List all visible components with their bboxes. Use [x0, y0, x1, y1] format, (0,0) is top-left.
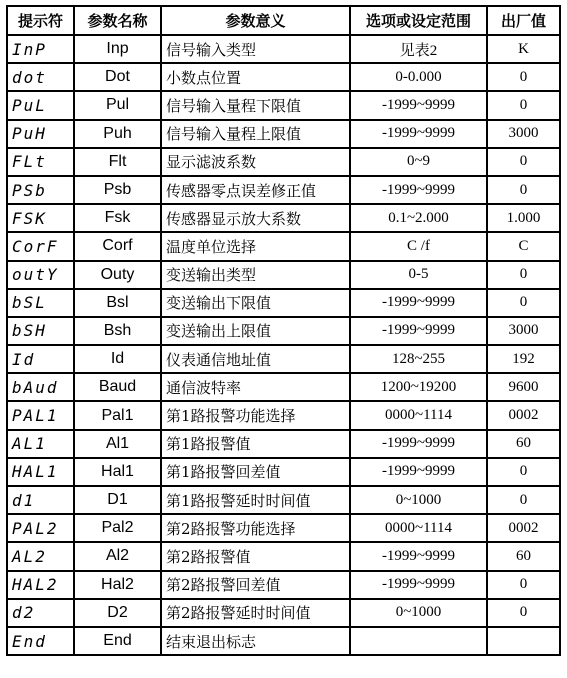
parameter-table-container — [6, 5, 561, 656]
table-row — [7, 571, 560, 599]
param-meaning-cell: 仪表通信地址值 — [161, 345, 350, 373]
param-meaning-cell: 第1路报警值 — [161, 430, 350, 458]
range-cell: 0.1~2.000 — [350, 204, 487, 232]
prompt-code-cell: bSH — [7, 317, 74, 345]
header-prompt: 提示符 — [7, 6, 74, 35]
table-row — [7, 401, 560, 429]
default-value-cell: C — [487, 232, 560, 260]
param-meaning-cell: 温度单位选择 — [161, 232, 350, 260]
param-meaning-cell: 传感器零点误差修正值 — [161, 176, 350, 204]
prompt-code-cell: PAL1 — [7, 401, 74, 429]
param-name-cell: Al1 — [74, 430, 161, 458]
param-meaning-cell: 变送输出类型 — [161, 261, 350, 289]
param-name-cell: Corf — [74, 232, 161, 260]
default-value-cell: 1.000 — [487, 204, 560, 232]
table-row — [7, 63, 560, 91]
table-row — [7, 289, 560, 317]
prompt-code-cell: PuL — [7, 91, 74, 119]
prompt-code-cell: d2 — [7, 599, 74, 627]
default-value-cell: 3000 — [487, 120, 560, 148]
param-meaning-cell: 第2路报警回差值 — [161, 571, 350, 599]
default-value-cell: 0002 — [487, 514, 560, 542]
param-name-cell: Inp — [74, 35, 161, 63]
table-row — [7, 458, 560, 486]
range-cell: 0~1000 — [350, 599, 487, 627]
prompt-code-cell: bSL — [7, 289, 74, 317]
header-range: 选项或设定范围 — [350, 6, 487, 35]
range-cell: -1999~9999 — [350, 458, 487, 486]
header-param-meaning: 参数意义 — [161, 6, 350, 35]
param-name-cell: Pal1 — [74, 401, 161, 429]
param-name-cell: D2 — [74, 599, 161, 627]
param-meaning-cell: 第1路报警功能选择 — [161, 401, 350, 429]
default-value-cell: 0 — [487, 261, 560, 289]
table-body — [7, 35, 560, 655]
prompt-code-cell: d1 — [7, 486, 74, 514]
range-cell: 0~1000 — [350, 486, 487, 514]
default-value-cell: 60 — [487, 430, 560, 458]
table-row — [7, 486, 560, 514]
prompt-code-cell: outY — [7, 261, 74, 289]
range-cell: -1999~9999 — [350, 317, 487, 345]
table-row — [7, 148, 560, 176]
param-name-cell: Hal1 — [74, 458, 161, 486]
param-name-cell: Psb — [74, 176, 161, 204]
default-value-cell: 0 — [487, 458, 560, 486]
param-meaning-cell: 小数点位置 — [161, 63, 350, 91]
param-name-cell: Flt — [74, 148, 161, 176]
range-cell: -1999~9999 — [350, 289, 487, 317]
range-cell: 见表2 — [350, 35, 487, 63]
range-cell: -1999~9999 — [350, 91, 487, 119]
param-name-cell: Bsl — [74, 289, 161, 317]
param-meaning-cell: 通信波特率 — [161, 373, 350, 401]
range-cell: -1999~9999 — [350, 571, 487, 599]
table-row — [7, 204, 560, 232]
prompt-code-cell: Id — [7, 345, 74, 373]
header-param-name: 参数名称 — [74, 6, 161, 35]
param-name-cell: Pal2 — [74, 514, 161, 542]
param-name-cell: Fsk — [74, 204, 161, 232]
default-value-cell: 0 — [487, 91, 560, 119]
default-value-cell: 192 — [487, 345, 560, 373]
prompt-code-cell: FLt — [7, 148, 74, 176]
default-value-cell: 0002 — [487, 401, 560, 429]
param-name-cell: D1 — [74, 486, 161, 514]
prompt-code-cell: AL1 — [7, 430, 74, 458]
range-cell: -1999~9999 — [350, 176, 487, 204]
table-row — [7, 430, 560, 458]
default-value-cell: 0 — [487, 486, 560, 514]
default-value-cell: 0 — [487, 571, 560, 599]
range-cell: C /f — [350, 232, 487, 260]
param-meaning-cell: 第2路报警值 — [161, 542, 350, 570]
range-cell: -1999~9999 — [350, 430, 487, 458]
prompt-code-cell: dot — [7, 63, 74, 91]
table-row — [7, 232, 560, 260]
default-value-cell: 60 — [487, 542, 560, 570]
prompt-code-cell: InP — [7, 35, 74, 63]
param-meaning-cell: 信号输入量程下限值 — [161, 91, 350, 119]
prompt-code-cell: End — [7, 627, 74, 655]
table-row — [7, 599, 560, 627]
default-value-cell: 0 — [487, 63, 560, 91]
table-row — [7, 261, 560, 289]
default-value-cell: 0 — [487, 176, 560, 204]
range-cell: 128~255 — [350, 345, 487, 373]
default-value-cell: 9600 — [487, 373, 560, 401]
param-name-cell: Hal2 — [74, 571, 161, 599]
param-meaning-cell: 信号输入类型 — [161, 35, 350, 63]
range-cell — [350, 627, 487, 655]
range-cell: 0000~1114 — [350, 401, 487, 429]
default-value-cell: 0 — [487, 599, 560, 627]
table-row — [7, 542, 560, 570]
range-cell: 0-0.000 — [350, 63, 487, 91]
range-cell: -1999~9999 — [350, 542, 487, 570]
param-meaning-cell: 第2路报警延时时间值 — [161, 599, 350, 627]
param-meaning-cell: 显示滤波系数 — [161, 148, 350, 176]
param-meaning-cell: 第2路报警功能选择 — [161, 514, 350, 542]
param-meaning-cell: 第1路报警延时时间值 — [161, 486, 350, 514]
range-cell: 0-5 — [350, 261, 487, 289]
table-row — [7, 345, 560, 373]
default-value-cell — [487, 627, 560, 655]
table-row — [7, 317, 560, 345]
prompt-code-cell: PSb — [7, 176, 74, 204]
prompt-code-cell: bAud — [7, 373, 74, 401]
param-name-cell: Bsh — [74, 317, 161, 345]
param-name-cell: Id — [74, 345, 161, 373]
param-meaning-cell: 结束退出标志 — [161, 627, 350, 655]
table-row — [7, 514, 560, 542]
param-meaning-cell: 信号输入量程上限值 — [161, 120, 350, 148]
param-name-cell: Outy — [74, 261, 161, 289]
param-meaning-cell: 传感器显示放大系数 — [161, 204, 350, 232]
param-name-cell: Pul — [74, 91, 161, 119]
range-cell: -1999~9999 — [350, 120, 487, 148]
range-cell: 0000~1114 — [350, 514, 487, 542]
param-meaning-cell: 变送输出下限值 — [161, 289, 350, 317]
table-row — [7, 176, 560, 204]
param-name-cell: Dot — [74, 63, 161, 91]
table-row — [7, 91, 560, 119]
prompt-code-cell: CorF — [7, 232, 74, 260]
range-cell: 0~9 — [350, 148, 487, 176]
prompt-code-cell: HAL1 — [7, 458, 74, 486]
prompt-code-cell: PuH — [7, 120, 74, 148]
param-name-cell: Al2 — [74, 542, 161, 570]
table-row — [7, 120, 560, 148]
table-row — [7, 35, 560, 63]
parameter-table — [6, 5, 561, 656]
header-default: 出厂值 — [487, 6, 560, 35]
prompt-code-cell: PAL2 — [7, 514, 74, 542]
prompt-code-cell: AL2 — [7, 542, 74, 570]
default-value-cell: 0 — [487, 289, 560, 317]
prompt-code-cell: FSK — [7, 204, 74, 232]
table-row — [7, 373, 560, 401]
default-value-cell: 3000 — [487, 317, 560, 345]
range-cell: 1200~19200 — [350, 373, 487, 401]
param-meaning-cell: 变送输出上限值 — [161, 317, 350, 345]
table-row — [7, 627, 560, 655]
default-value-cell: K — [487, 35, 560, 63]
param-name-cell: End — [74, 627, 161, 655]
param-meaning-cell: 第1路报警回差值 — [161, 458, 350, 486]
prompt-code-cell: HAL2 — [7, 571, 74, 599]
header-row — [7, 6, 560, 35]
param-name-cell: Baud — [74, 373, 161, 401]
param-name-cell: Puh — [74, 120, 161, 148]
default-value-cell: 0 — [487, 148, 560, 176]
